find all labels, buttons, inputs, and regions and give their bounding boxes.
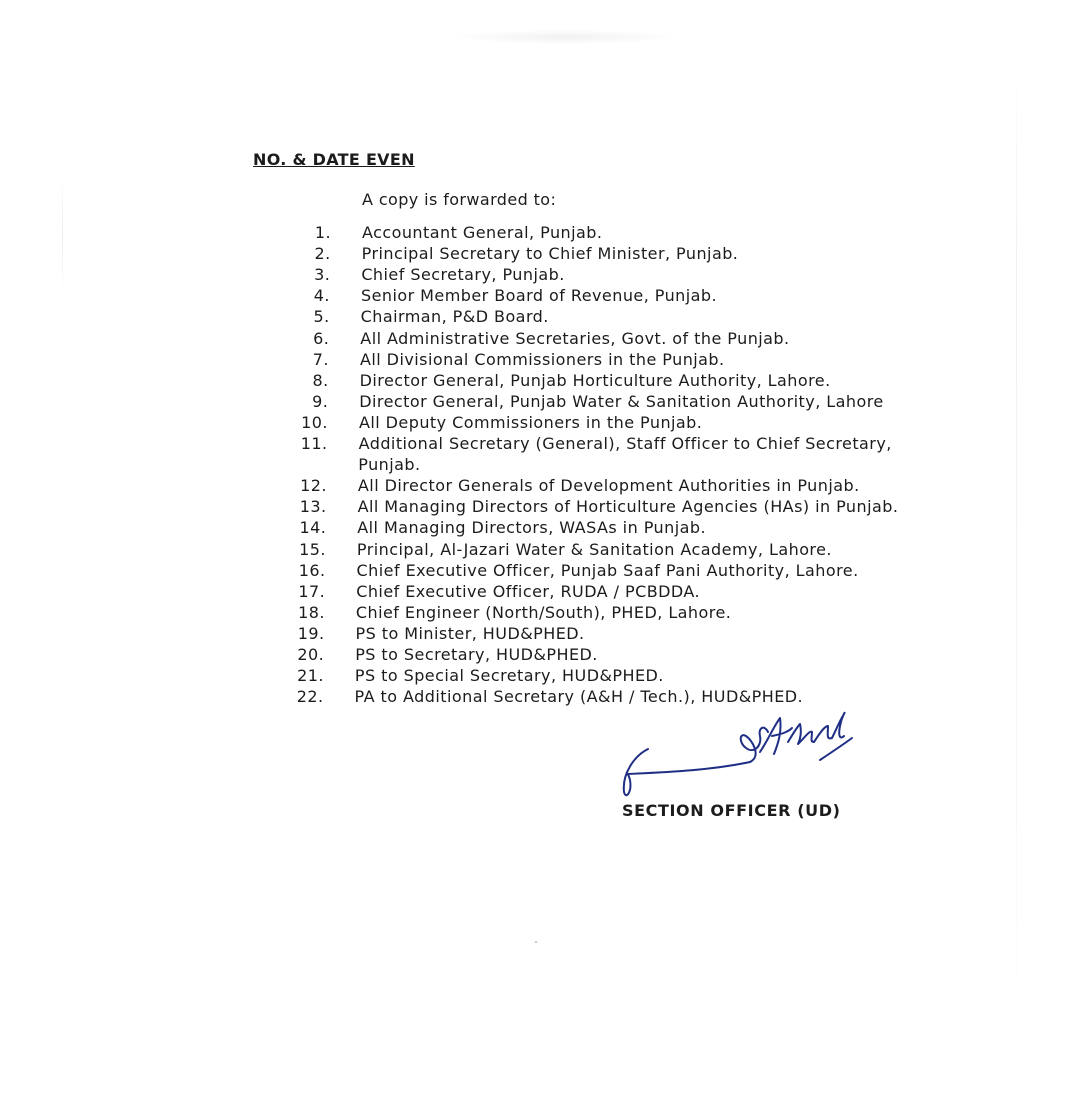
recipient-text: PS to Secretary, HUD&PHED. (355, 645, 598, 664)
recipient-text: All Divisional Commissioners in the Punjab. (359, 349, 725, 369)
recipient-text: Director General, Punjab Water & Sanitation Authority, Lahore (359, 391, 884, 411)
recipient-number: 18. (298, 602, 325, 622)
recipient-number: 6. (313, 328, 330, 348)
recipient-text: Principal Secretary to Chief Minister, Punjab. (361, 244, 739, 264)
recipient-number: 13. (299, 497, 327, 517)
recipient-number: 8. (312, 370, 329, 390)
recipient-number: 19. (297, 623, 325, 643)
recipient-number: 17. (298, 581, 326, 601)
recipient-number: 20. (297, 645, 325, 664)
recipient-number: 4. (313, 286, 330, 306)
recipient-number: 12. (300, 476, 327, 496)
recipient-text: Additional Secretary (General), Staff Officer to Chief Secretary, (358, 434, 892, 453)
recipient-text: Chief Secretary, Punjab. (361, 265, 565, 285)
recipient-text: Accountant General, Punjab. (362, 223, 603, 242)
recipient-text: Chairman, P&D Board. (360, 307, 549, 327)
recipient-number: 3. (314, 265, 331, 285)
recipient-number: 2. (314, 244, 331, 264)
signatory-designation: SECTION OFFICER (UD) (622, 801, 841, 820)
recipient-text: Chief Executive Officer, Punjab Saaf Pani Authority, Lahore. (356, 560, 859, 580)
recipient-text: All Deputy Commissioners in the Punjab. (358, 412, 703, 432)
recipient-number: 7. (312, 349, 329, 369)
recipient-text: Principal, Al-Jazari Water & Sanitation Academy, Lahore. (356, 539, 832, 559)
recipient-number: 21. (297, 666, 324, 686)
recipient-text: All Managing Directors of Horticulture Agencies (HAs) in Punjab. (357, 497, 899, 517)
recipient-number: 15. (299, 539, 326, 559)
recipient-text: Senior Member Board of Revenue, Punjab. (360, 286, 718, 306)
recipient-text: Director General, Punjab Horticulture Authority, Lahore. (359, 370, 831, 390)
recipient-text: All Managing Directors, WASAs in Punjab. (357, 518, 706, 538)
recipient-text: Chief Executive Officer, RUDA / PCBDDA. (356, 581, 701, 601)
recipient-text: Punjab. (358, 455, 421, 475)
recipient-number: 11. (300, 434, 328, 453)
forwarding-intro: A copy is forwarded to: (362, 190, 557, 209)
recipient-number: 22. (296, 687, 324, 707)
handwritten-signature (612, 696, 862, 800)
recipient-text: PA to Additional Secretary (A&H / Tech.), HUD&PHED. (354, 687, 804, 707)
document-reference-heading: NO. & DATE EVEN (253, 150, 415, 169)
recipient-text: PS to Special Secretary, HUD&PHED. (354, 666, 664, 686)
recipient-text: All Director Generals of Development Authorities in Punjab. (357, 476, 860, 496)
recipient-number: 1. (314, 223, 331, 242)
recipient-number: 5. (313, 307, 330, 327)
recipient-number: 14. (299, 518, 327, 538)
recipient-text: Chief Engineer (North/South), PHED, Lahore. (355, 602, 732, 622)
recipient-number: 16. (298, 560, 326, 580)
recipient-number: 9. (312, 391, 329, 411)
recipient-number: 10. (301, 412, 328, 432)
recipient-text: All Administrative Secretaries, Govt. of the Punjab. (360, 328, 790, 348)
scan-speck (535, 941, 537, 943)
recipient-text: PS to Minister, HUD&PHED. (355, 623, 585, 643)
